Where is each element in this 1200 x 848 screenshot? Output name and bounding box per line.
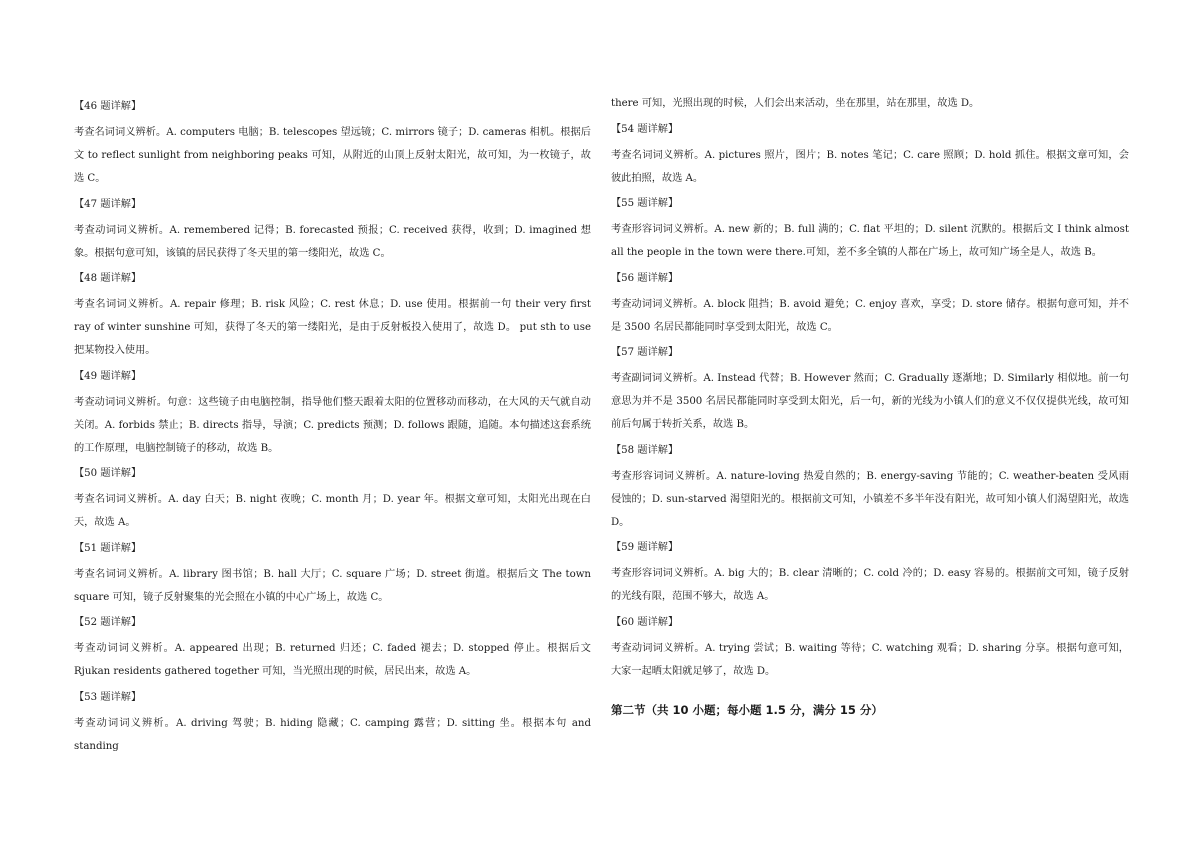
question-heading: 【48 题详解】: [74, 273, 142, 284]
question-heading: 【53 题详解】: [74, 691, 142, 703]
question-heading: 【49 题详解】: [74, 370, 142, 382]
question-heading: 【58 题详解】: [611, 444, 679, 456]
explanation-paragraph: 考查动词词义辨析。句意：这些镜子由电脑控制，指导他们整天跟着太阳的位置移动而移动，在大风的天气就自动关闭。A. forbids 禁止；B. directs 指导，导演；C. predicts 预测；D. follows 跟随，追随。本句描述这套系统的工作原理，电脑控制镜子的移动，故选 B。: [74, 396, 591, 454]
explanation-paragraph: 考查动词词义辨析。A. appeared 出现；B. returned 归还；C. faded 褪去；D. stopped 停止。根据后文 Rjukan residents gathered together 可知，当光照出现的时候，居民出来，故选 A。: [74, 643, 591, 677]
question-heading: 【55 题详解】: [611, 198, 679, 209]
question-heading: 【47 题详解】: [74, 198, 142, 210]
question-heading: 【46 题详解】: [74, 101, 142, 112]
question-heading: 【52 题详解】: [74, 617, 142, 628]
explanation-paragraph: 考查动词词义辨析。A. remembered 记得；B. forecasted 预报；C. received 获得，收到；D. imagined 想象。根据句意可知，该镇的居民获得了冬天里的第一缕阳光，故选 C。: [74, 224, 591, 259]
question-heading: 【50 题详解】: [74, 468, 142, 479]
explanation-paragraph: 考查名词词义辨析。A. computers 电脑；B. telescopes 望远镜；C. mirrors 镜子；D. cameras 相机。根据后文 to reflect sunlight from neighboring peaks 可知，从附近的山顶上反射太阳光，故可知，为一枚镜子，故选 C。: [74, 127, 591, 184]
explanation-paragraph: 考查动词词义辨析。A. driving 驾驶；B. hiding 隐藏；C. camping 露营；D. sitting 坐。根据本句 and standing: [74, 717, 591, 752]
question-heading: 【56 题详解】: [611, 272, 679, 284]
section-title: 第二节（共 10 小题；每小题 1.5 分，满分 15 分）: [611, 702, 883, 717]
question-heading: 【59 题详解】: [611, 542, 679, 553]
explanation-paragraph: 考查形容词词义辨析。A. new 新的；B. full 满的；C. flat 平坦的；D. silent 沉默的。根据后文 I think almost all the people in the town were there.可知，差不多全镇的人都在广场上，故可知广场全是人，故选 B。: [611, 224, 1129, 258]
explanation-paragraph: 考查名词词义辨析。A. library 图书馆；B. hall 大厅；C. square 广场；D. street 街道。根据后文 The town square 可知，镜子反射聚集的光会照在小镇的中心广场上，故选 C。: [74, 568, 591, 603]
question-heading: 【51 题详解】: [74, 542, 142, 554]
explanation-paragraph: 考查形容词词义辨析。A. nature-loving 热爱自然的；B. energy-saving 节能的；C. weather-beaten 受风雨侵蚀的；D. sun-starved 渴望阳光的。根据前文可知，小镇差不多半年没有阳光，故可知小镇人们渴望阳光，故选 D。: [611, 470, 1129, 528]
left-column: [74, 95, 591, 760]
explanation-paragraph: 考查动词词义辨析。A. trying 尝试；B. waiting 等待；C. watching 观看；D. sharing 分享。根据句意可知，大家一起晒太阳就足够了，故选 D。: [611, 642, 1129, 677]
explanation-paragraph: 考查动词词义辨析。A. block 阻挡；B. avoid 避免；C. enjoy 喜欢，享受；D. store 储存。根据句意可知，并不是 3500 名居民都能同时享受到太阳光，故选 C。: [611, 298, 1129, 333]
right-column: [611, 92, 1129, 722]
explanation-paragraph: 考查形容词词义辨析。A. big 大的；B. clear 清晰的；C. cold 冷的；D. easy 容易的。根据前文可知，镜子反射的光线有限，范围不够大，故选 A。: [611, 568, 1129, 602]
explanation-paragraph: 考查名词词义辨析。A. day 白天；B. night 夜晚；C. month 月；D. year 年。根据文章可知，太阳光出现在白天，故选 A。: [74, 494, 591, 528]
explanation-paragraph: 考查名词词义辨析。A. repair 修理；B. risk 风险；C. rest 休息；D. use 使用。根据前一句 their very first ray of winter sunshine 可知，获得了冬天的第一缕阳光，是由于反射板投入使用了，故选 D。 put sth to use 把某物投入使用。: [74, 299, 591, 356]
question-heading: 【57 题详解】: [611, 347, 679, 358]
explanation-paragraph: 考查副词词义辨析。A. Instead 代替；B. However 然而；C. Gradually 逐渐地；D. Similarly 相似地。前一句意思为并不是 3500 名居民都能同时享受到太阳光，后一句，新的光线为小镇人们的意义不仅仅提供光线，故可知前后句属于转折关系，故选 B。: [611, 373, 1129, 430]
explanation-paragraph: there 可知，光照出现的时候，人们会出来活动，坐在那里，站在那里，故选 D。: [611, 98, 980, 109]
question-heading: 【54 题详解】: [611, 123, 679, 135]
explanation-paragraph: 考查名词词义辨析。A. pictures 照片，图片；B. notes 笔记；C. care 照顾；D. hold 抓住。根据文章可知，会彼此拍照，故选 A。: [611, 149, 1129, 184]
question-heading: 【60 题详解】: [611, 616, 679, 628]
